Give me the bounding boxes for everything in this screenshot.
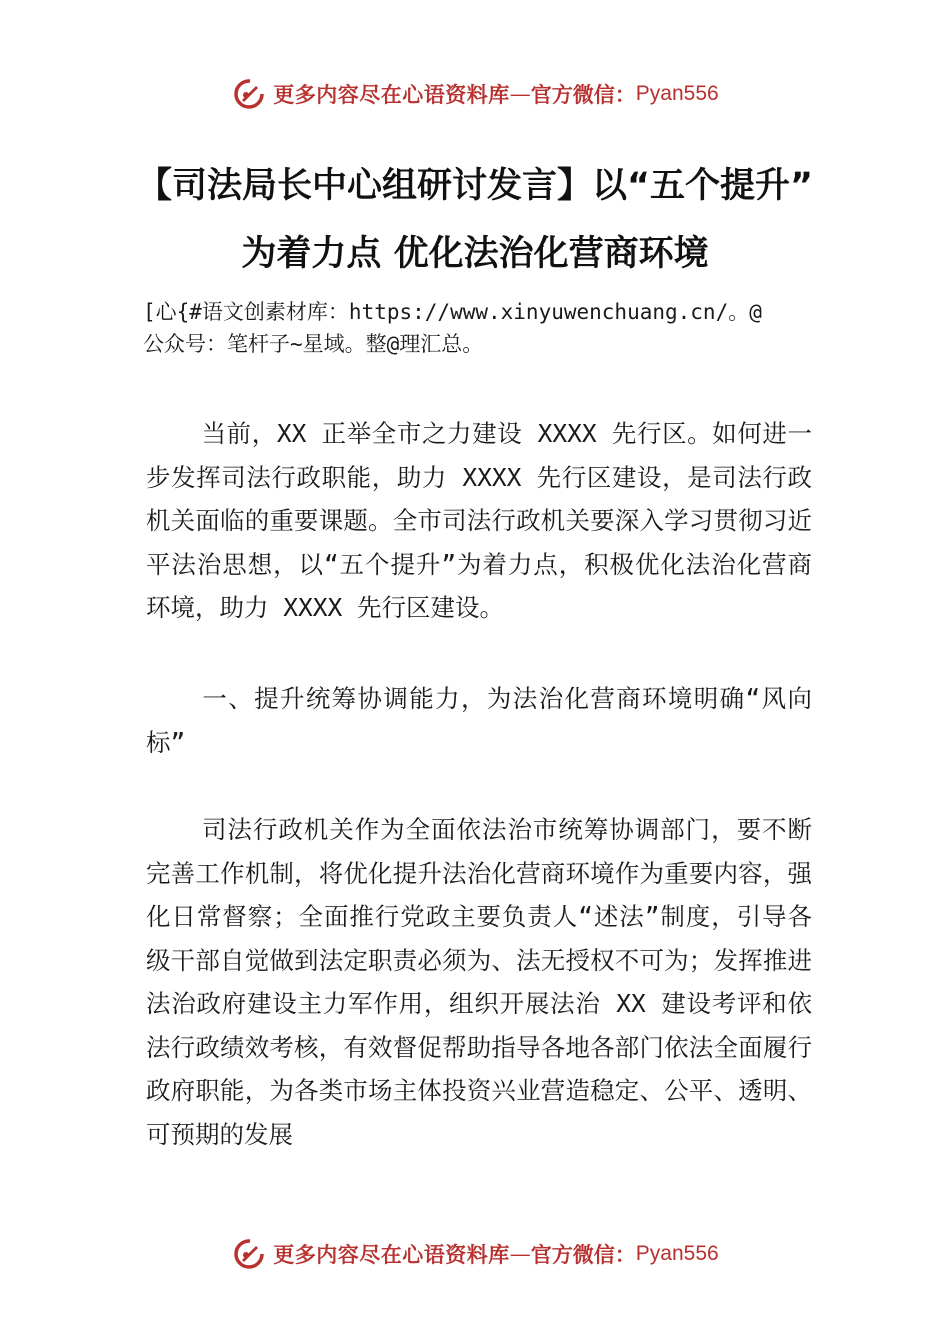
footer-wechat-label: 官方微信：: [530, 1242, 636, 1267]
banner-wechat-label: 官方微信：: [530, 82, 636, 107]
source-note-line-1: [心{#语文创素材库：https://www.xinyuwenchuang.cn/。@: [143, 300, 762, 324]
footer-wechat-id: Pyan556: [635, 1242, 719, 1265]
brush-seal-logo-icon: [231, 76, 267, 112]
footer-brand-text: 更多内容尽在心语资料库: [273, 1242, 510, 1267]
paragraph-intro: [146, 412, 812, 630]
paragraph-section-1-text: 司法行政机关作为全面依法治市统筹协调部门，要不断完善工作机制，将优化提升法治化营商环境作为重要内容，强化日常督察；全面推行党政主要负责人“述法”制度，引导各级干部自觉做到法定职责必须为、法无授权不可为；发挥推进法治政府建设主力军作用，组织开展法治 XX 建设考评和依法行政绩效考核，有效督促帮助指导各地各部门依法全面履行政府职能，为各类市场主体投资兴业营造稳定、公平、透明、可预期的发展: [146, 815, 812, 1149]
banner-brand-text: 更多内容尽在心语资料库: [273, 82, 510, 107]
footer-separator: —: [509, 1242, 531, 1266]
document-title-line-2: 为着力点 优化法治化营商环境: [241, 234, 709, 274]
footer-banner: [0, 1232, 950, 1276]
paragraph-intro-text: 当前，XX 正举全市之力建设 XXXX 先行区。如何进一步发挥司法行政职能，助力 XXXX 先行区建设，是司法行政机关面临的重要课题。全市司法行政机关要深入学习贯彻习近平法治思想，以“五个提升”为着力点，积极优化法治化营商环境，助力 XXXX 先行区建设。: [146, 419, 812, 622]
section-heading-1-text: 一、提升统筹协调能力，为法治化营商环境明确“风向标”: [146, 684, 812, 757]
header-banner: [0, 72, 950, 116]
brush-seal-logo-icon: [231, 1236, 267, 1272]
source-note-line-2: 公众号：笔杆子~星域。整@理汇总。: [143, 332, 484, 356]
section-heading-1: [146, 677, 812, 764]
banner-wechat-id: Pyan556: [635, 82, 719, 105]
banner-separator: —: [509, 82, 531, 106]
paragraph-section-1: [146, 808, 812, 1156]
document-title-line-1: 【司法局长中心组研讨发言】以“五个提升”: [136, 166, 813, 206]
